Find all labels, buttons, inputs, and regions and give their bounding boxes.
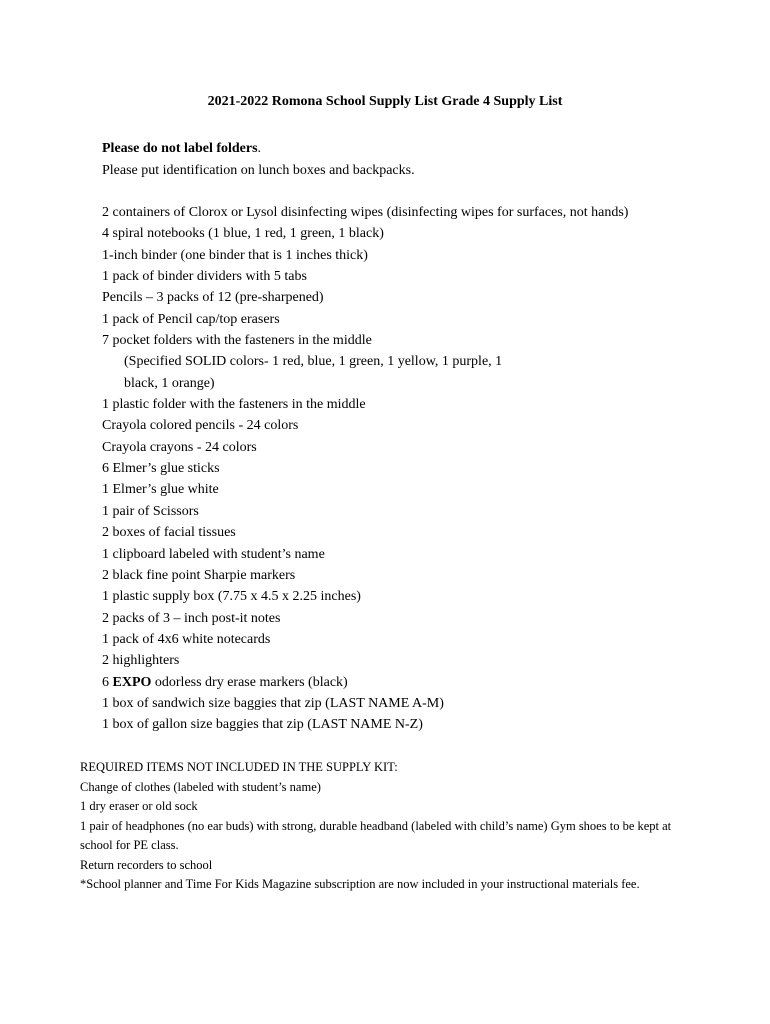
identification-note: Please put identification on lunch boxes and backpacks. <box>102 162 415 178</box>
list-item: 1 pack of Pencil cap/top erasers <box>102 311 280 327</box>
supply-list <box>102 202 742 736</box>
notes-section <box>102 138 415 181</box>
list-item: 1 pair of Scissors <box>102 503 199 519</box>
list-item: 1 plastic supply box (7.75 x 4.5 x 2.25 inches) <box>102 589 361 605</box>
list-item: 7 pocket folders with the fasteners in the middle <box>102 333 372 349</box>
page-title: 2021-2022 Romona School Supply List Grade 4 Supply List <box>207 94 563 109</box>
list-item: 1-inch binder (one binder that is 1 inches thick) <box>102 247 368 263</box>
list-item: 1 box of sandwich size baggies that zip (LAST NAME A-M) <box>102 695 444 711</box>
required-line: Change of clothes (labeled with student’s name) <box>80 779 321 794</box>
list-item: 2 boxes of facial tissues <box>102 525 236 541</box>
list-item: 4 spiral notebooks (1 blue, 1 red, 1 green, 1 black) <box>102 226 384 242</box>
list-item-detail: (Specified SOLID colors- 1 red, blue, 1 green, 1 yellow, 1 purple, 1 <box>124 354 503 370</box>
label-note-bold: Please do not label folders <box>102 141 258 156</box>
list-item: 1 box of gallon size baggies that zip (LAST NAME N-Z) <box>102 717 423 733</box>
list-item: 2 packs of 3 – inch post-it notes <box>102 610 281 626</box>
list-item: 2 black fine point Sharpie markers <box>102 567 296 583</box>
list-item: Pencils – 3 packs of 12 (pre-sharpened) <box>102 290 324 306</box>
list-item: 1 plastic folder with the fasteners in the middle <box>102 397 366 413</box>
list-item: 2 highlighters <box>102 653 180 669</box>
expo-suffix: odorless dry erase markers (black) <box>151 674 348 690</box>
required-line: Return recorders to school <box>80 857 213 872</box>
required-line: 1 dry eraser or old sock <box>80 799 198 813</box>
list-item: 6 Elmer’s glue sticks <box>102 461 220 477</box>
list-item: Crayola colored pencils - 24 colors <box>102 418 299 434</box>
list-item-detail: black, 1 orange) <box>124 375 215 391</box>
required-items-section <box>80 758 690 895</box>
list-item: 2 containers of Clorox or Lysol disinfecting wipes (disinfecting wipes for surfaces, not hands) <box>102 205 629 220</box>
expo-brand: EXPO <box>112 674 152 690</box>
list-item-expo <box>102 672 742 693</box>
expo-prefix: 6 <box>102 674 113 690</box>
list-item: 1 pack of 4x6 white notecards <box>102 631 271 647</box>
required-line: *School planner and Time For Kids Magazine subscription are now included in your instructional materials fee. <box>80 877 640 891</box>
list-item: Crayola crayons - 24 colors <box>102 439 257 455</box>
required-heading: REQUIRED ITEMS NOT INCLUDED IN THE SUPPLY KIT: <box>80 760 398 774</box>
list-item: 1 Elmer’s glue white <box>102 482 219 498</box>
label-note-end: . <box>257 141 262 156</box>
required-line: 1 pair of headphones (no ear buds) with strong, durable headband (labeled with child’s name) Gym shoes to be kept at school for PE class. <box>80 818 672 852</box>
list-item: 1 clipboard labeled with student’s name <box>102 546 325 562</box>
label-note <box>102 138 415 160</box>
list-item: 1 pack of binder dividers with 5 tabs <box>102 269 307 285</box>
